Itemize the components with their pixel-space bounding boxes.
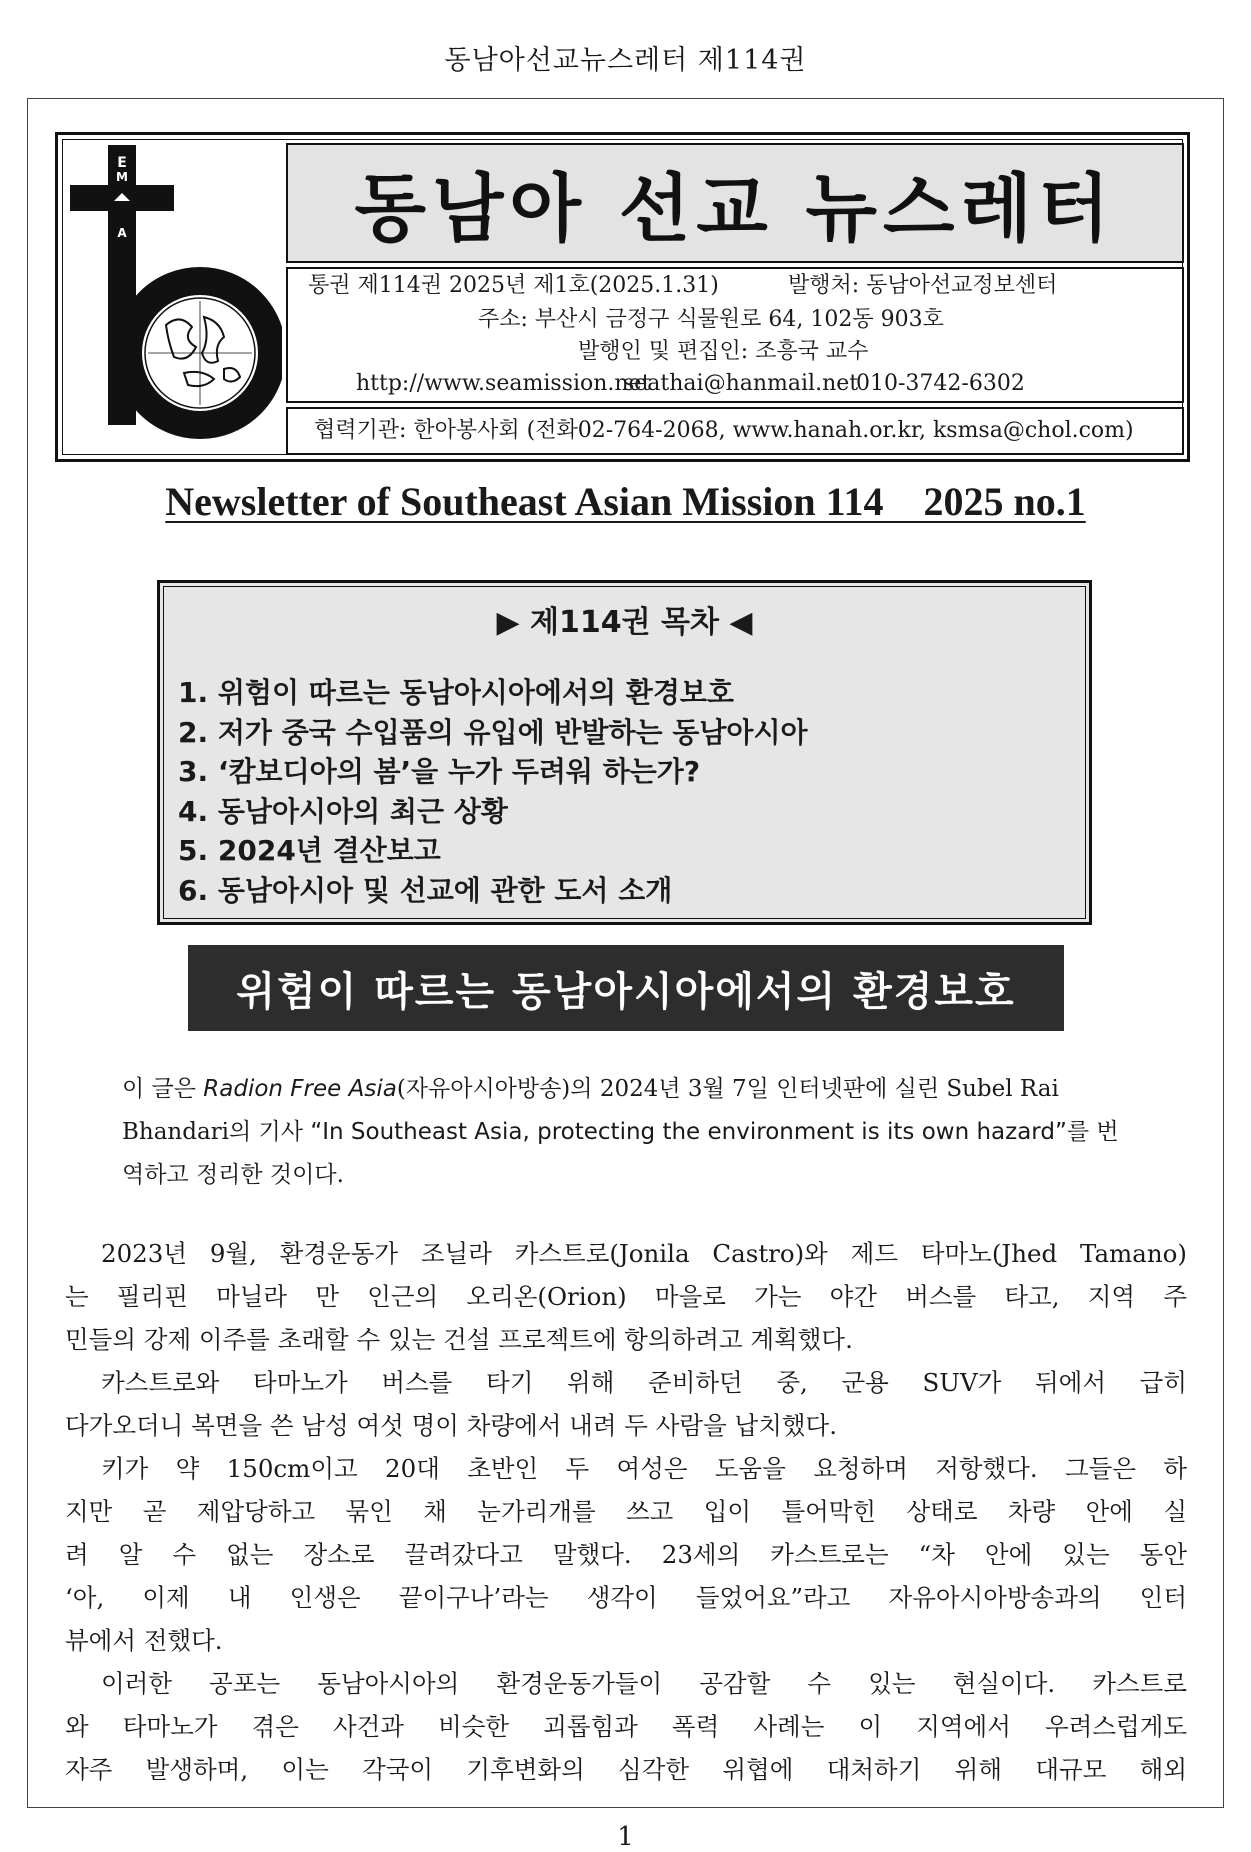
toc-item[interactable]: 5. 2024년 결산보고 xyxy=(178,834,441,867)
english-title xyxy=(0,478,1251,525)
body-line: ‘아, 이제 내 인생은 끝이구나’라는 생각이 들었어요”라고 자유아시아방송과의 인터 xyxy=(65,1583,1187,1612)
intro-text: 이 글은 xyxy=(122,1076,204,1102)
intro-line xyxy=(122,1154,1122,1197)
paragraph-line xyxy=(65,1705,1187,1748)
paragraph-line xyxy=(65,1576,1187,1619)
paragraph xyxy=(65,1447,1187,1490)
issue-info: 통권 제114권 2025년 제1호(2025.1.31) xyxy=(308,273,719,298)
body-line: 는 필리핀 마닐라 만 인근의 오리온(Orion) 마을로 가는 야간 버스를 타고, 지역 주 xyxy=(65,1282,1187,1311)
running-head: 동남아선교뉴스레터 제114권 xyxy=(444,45,807,76)
address-info: 주소: 부산시 금정구 식물원로 64, 102동 903호 xyxy=(478,307,944,332)
masthead-title-box xyxy=(286,143,1184,263)
paragraph-line xyxy=(65,1533,1187,1576)
phone-info: 010-3742-6302 xyxy=(856,371,1025,396)
article-body xyxy=(65,1232,1187,1791)
intro-text: 역하고 정리한 것이다. xyxy=(122,1162,344,1188)
intro-text: 를 번 xyxy=(1066,1119,1119,1145)
website-link[interactable]: http://www.seamission.net xyxy=(356,371,651,396)
cooperation-info: 협력기관: 한아봉사회 (전화02-764-2068, www.hanah.or.kr, ksmsa@chol.com) xyxy=(286,407,1184,455)
toc-item[interactable]: 1. 위험이 따르는 동남아시아에서의 환경보호 xyxy=(178,676,734,709)
paragraph-line xyxy=(65,1404,1187,1447)
english-title-text: Newsletter of Southeast Asian Mission 114 2025 no.1 xyxy=(165,479,1086,524)
toc-item[interactable]: 3. ‘캄보디아의 봄’을 누가 두려워 하는가? xyxy=(178,755,701,788)
paragraph xyxy=(65,1361,1187,1404)
paragraph-line xyxy=(65,1619,1187,1662)
intro-source: Radion Free Asia xyxy=(203,1076,397,1102)
paragraph-line xyxy=(65,1275,1187,1318)
intro-line xyxy=(122,1068,1122,1111)
intro-text: Bhandari의 기사 xyxy=(122,1119,311,1145)
toc-item[interactable]: 2. 저가 중국 수입품의 유입에 반발하는 동남아시아 xyxy=(178,715,808,749)
editor-info: 발행인 및 편집인: 조흥국 교수 xyxy=(578,339,869,364)
paragraph xyxy=(65,1232,1187,1275)
body-line: 다가오더니 복면을 쓴 남성 여섯 명이 차량에서 내려 두 사람을 납치했다. xyxy=(65,1411,838,1440)
body-line: 2023년 9월, 환경운동가 조닐라 카스트로(Jonila Castro)와 제드 타마노(Jhed Tamano) xyxy=(101,1239,1187,1268)
publication-info-box xyxy=(286,267,1184,403)
body-line: 이러한 공포는 동남아시아의 환경운동가들이 공감할 수 있는 현실이다. 카스트로 xyxy=(101,1669,1187,1698)
article-title-banner: 위험이 따르는 동남아시아에서의 환경보호 xyxy=(188,945,1064,1031)
article-intro xyxy=(122,1068,1122,1197)
intro-line xyxy=(122,1111,1122,1154)
page-number: 1 xyxy=(617,1822,634,1852)
svg-text:M: M xyxy=(116,170,128,184)
body-line: 려 알 수 없는 장소로 끌려갔다고 말했다. 23세의 카스트로는 “차 안에 있는 동안 xyxy=(65,1540,1187,1569)
svg-text:E: E xyxy=(117,155,127,171)
intro-text: (자유아시아방송)의 2024년 3월 7일 인터넷판에 실린 Subel Rai xyxy=(396,1076,1059,1102)
toc-item[interactable]: 4. 동남아시아의 최근 상황 xyxy=(178,794,508,828)
paragraph-line xyxy=(65,1490,1187,1533)
body-line: 지만 곧 제압당하고 묶인 채 눈가리개를 쓰고 입이 틀어막힌 상태로 차량 안에 실 xyxy=(65,1497,1187,1526)
email-link[interactable]: seathai@hanmail.net xyxy=(623,371,859,396)
paragraph xyxy=(65,1662,1187,1705)
body-line: 와 타마노가 겪은 사건과 비슷한 괴롭힘과 폭력 사례는 이 지역에서 우려스럽게도 xyxy=(65,1712,1187,1741)
intro-quote: “In Southeast Asia, protecting the environment is its own hazard” xyxy=(310,1119,1067,1145)
body-line: 민들의 강제 이주를 초래할 수 있는 건설 프로젝트에 항의하려고 계획했다. xyxy=(65,1325,853,1354)
masthead-title: 동남아 선교 뉴스레터 xyxy=(354,166,1116,252)
body-line: 뷰에서 전했다. xyxy=(65,1626,223,1655)
toc-heading: ▶ 제114권 목차 ◀ xyxy=(496,605,753,640)
publisher-info: 발행처: 동남아선교정보센터 xyxy=(788,273,1058,298)
body-line: 카스트로와 타마노가 버스를 타기 위해 준비하던 중, 군용 SUV가 뒤에서 급히 xyxy=(101,1368,1187,1397)
toc-item[interactable]: 6. 동남아시아 및 선교에 관한 도서 소개 xyxy=(178,873,673,907)
paragraph-line xyxy=(65,1748,1187,1791)
table-of-contents xyxy=(157,580,1092,925)
cross-globe-logo-icon xyxy=(64,141,282,451)
body-line: 자주 발생하며, 이는 각국이 기후변화의 심각한 위협에 대처하기 위해 대규모 해외 xyxy=(65,1755,1187,1784)
svg-text:A: A xyxy=(117,226,127,240)
paragraph-line xyxy=(65,1318,1187,1361)
body-line: 키가 약 150cm이고 20대 초반인 두 여성은 도움을 요청하며 저항했다. 그들은 하 xyxy=(101,1454,1187,1483)
toc-list xyxy=(178,673,808,910)
masthead xyxy=(55,132,1190,462)
